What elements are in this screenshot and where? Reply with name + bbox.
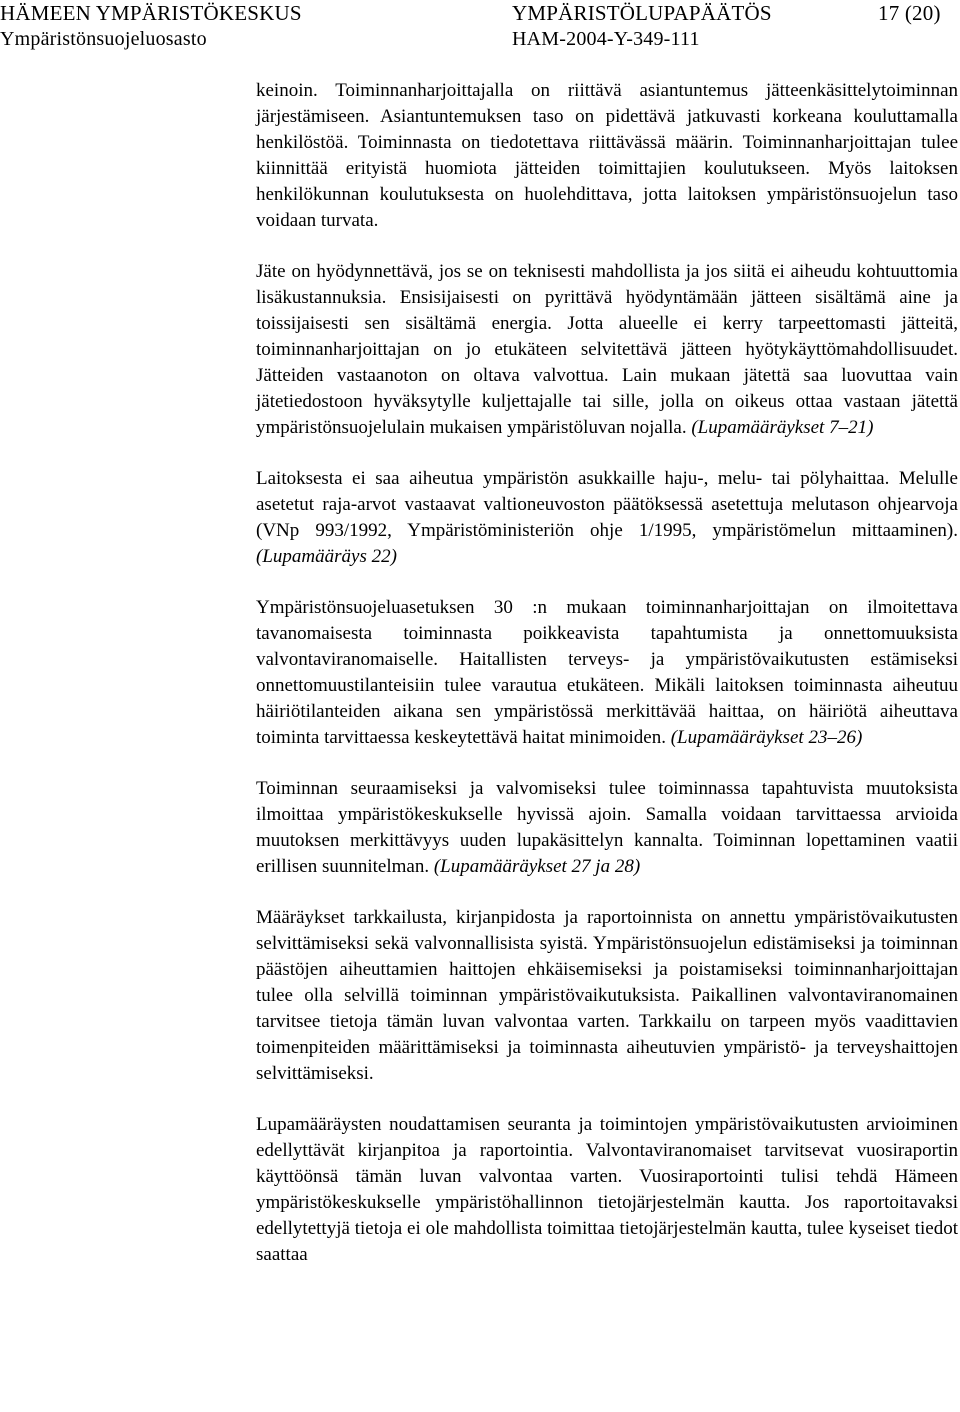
paragraph-text: Laitoksesta ei saa aiheutua ympäristön asukkaille haju-, melu- tai pölyhaittaa. Melulle asetetut raja-arvot vastaavat valtioneuvoston päätöksessä asetettuja melutason ohjearvoja (VNp 993/1992, Ympäristöministeriön ohje 1/1995, ympäristömelun mittaaminen).	[256, 468, 958, 541]
paragraph-nuisance	[256, 466, 958, 570]
document-type: YMPÄRISTÖLUPAPÄÄTÖS	[512, 1, 772, 25]
paragraph-text: keinoin. Toiminnanharjoittajalla on riittävä asiantuntemus jätteenkäsittelytoiminnan järjestämiseen. Asiantuntemuksen taso on pidettävä jatkuvasti korkeana kouluttamalla henkilöstöä. Toiminnasta on tiedotettava riittävässä määrin. Toiminnanharjoittajan tulee kiinnittää erityistä huomiota jätteiden toimittajien koulutukseen. Myös laitoksen henkilökunnan koulutuksesta on huolehdittava, jotta laitoksen ympäristönsuojelun taso voidaan turvata.	[256, 80, 958, 231]
regulation-reference: (Lupamääräykset 7–21)	[691, 417, 874, 438]
page-header	[0, 0, 960, 52]
document-id: HAM-2004-Y-349-111	[512, 28, 700, 50]
paragraph-monitoring	[256, 905, 958, 1087]
document-body	[256, 78, 958, 1293]
paragraph-waste-utilization	[256, 259, 958, 441]
paragraph-training	[256, 78, 958, 234]
paragraph-changes	[256, 776, 958, 880]
paragraph-text: Jäte on hyödynnettävä, jos se on teknisesti mahdollista ja jos siitä ei aiheudu kohtuuttomia lisäkustannuksia. Ensisijaisesti on pyrittävä hyödyntämään jätteen sisältämä aine ja toissijaisesti sen sisältämä energia. Jotta alueelle ei kerry tarpeettomasti jätteitä, toiminnanharjoittajan on jo etukäteen selvitettävä jätteen hyötykäyttömahdollisuudet. Jätteiden vastaanoton on oltava valvottua. Lain mukaan jätettä saa luovuttaa vain jätetiedostoon hyväksytylle kuljettajalle tai sille, jolla on oikeus ottaa vastaan jätettä ympäristönsuojelulain mukaisen ympäristöluvan nojalla.	[256, 261, 958, 438]
paragraph-text: Toiminnan seuraamiseksi ja valvomiseksi tulee toiminnassa tapahtuvista muutoksista ilmoittaa ympäristökeskukselle hyvissä ajoin. Samalla voidaan tarvittaessa arvioida muutoksen merkittävyys uuden lupakäsittelyn kannalta. Toiminnan lopettaminen vaatii erillisen suunnitelman.	[256, 778, 958, 877]
page-number: 17 (20)	[878, 1, 941, 25]
regulation-reference: (Lupamääräys 22)	[256, 546, 397, 567]
paragraph-incidents	[256, 595, 958, 751]
paragraph-reporting	[256, 1112, 958, 1268]
organization-name: HÄMEEN YMPÄRISTÖKESKUS	[0, 1, 302, 25]
paragraph-text: Lupamääräysten noudattamisen seuranta ja toimintojen ympäristövaikutusten arvioiminen edellyttävät kirjanpitoa ja raportointia. Valvontaviranomaiset tarvitsevat vuosiraportin käyttöönsä tämän luvan valvontaa varten. Vuosiraportointi tulisi tehdä Hämeen ympäristökeskukselle ympäristöhallinnon tietojärjestelmän kautta. Jos raportoitavaksi edellytettyjä tietoja ei ole mahdollista toimittaa tietojärjestelmän kautta, tulee kyseiset tiedot saattaa	[256, 1114, 958, 1265]
department-name: Ympäristönsuojeluosasto	[0, 28, 207, 50]
paragraph-text: Määräykset tarkkailusta, kirjanpidosta ja raportoinnista on annettu ympäristövaikutusten selvittämiseksi sekä valvonnallisista syistä. Ympäristönsuojelun edistämiseksi ja toiminnan päästöjen aiheuttamien haittojen ehkäisemiseksi ja poistamiseksi toiminnanharjoittajan tulee olla selvillä toiminnan ympäristövaikutuksista. Paikallinen valvontaviranomainen tarvitsee tietoja tämän luvan valvontaa varten. Tarkkailu on tarpeen myös vaadittavien toimenpiteiden määrittämiseksi ja toiminnasta aiheutuvien ympäristö- ja terveyshaittojen selvittämiseksi.	[256, 907, 958, 1084]
paragraph-text: Ympäristönsuojeluasetuksen 30 :n mukaan toiminnanharjoittajan on ilmoitettava tavanomaisesta toiminnasta poikkeavista tapahtumista ja onnettomuuksista valvontaviranomaiselle. Haitallisten terveys- ja ympäristövaikutusten estämiseksi onnettomuustilanteisiin tulee varautua etukäteen. Mikäli laitoksen toiminnasta aiheutuu häiriötilanteiden aikana sen ympäristössä merkittävää haittaa, on häiriötä aiheuttava toiminta tarvittaessa keskeytettävä haitat minimoiden.	[256, 597, 958, 748]
regulation-reference: (Lupamääräykset 27 ja 28)	[433, 856, 641, 877]
regulation-reference: (Lupamääräykset 23–26)	[670, 727, 863, 748]
